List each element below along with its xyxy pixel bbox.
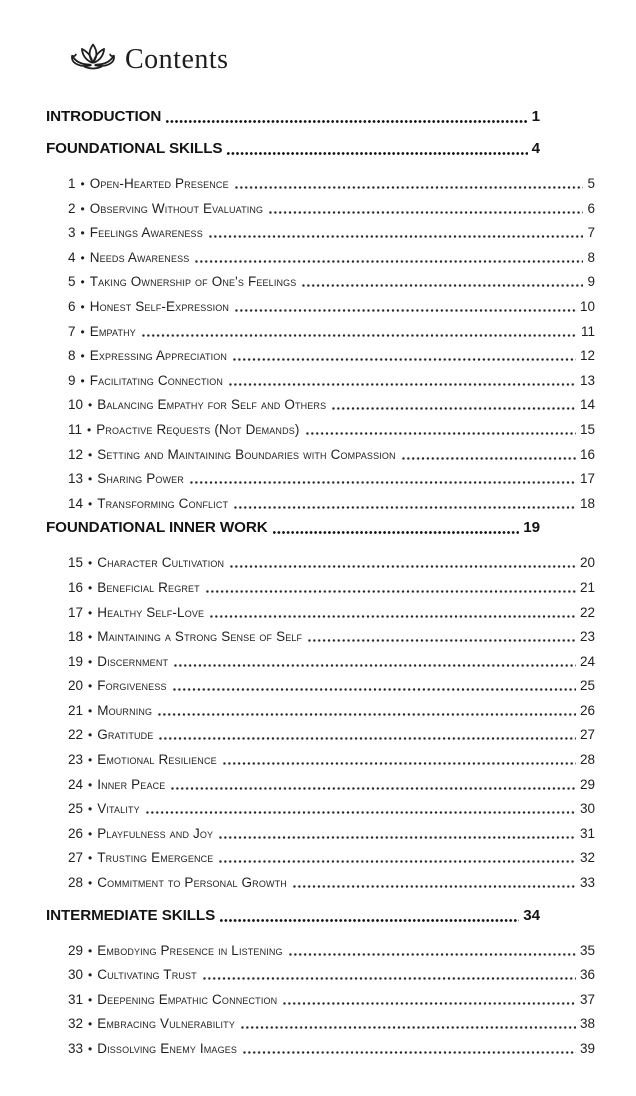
bullet-separator: • [88, 472, 93, 487]
toc-entry-page-number: 21 [579, 579, 595, 595]
toc-entry-number: 27 [68, 850, 84, 866]
toc-entry-label [68, 773, 165, 798]
toc-entry-title: Observing Without Evaluating [89, 200, 264, 216]
toc-entry-title: Character Cultivation [97, 555, 225, 571]
bullet-separator: • [88, 826, 93, 841]
bullet-separator: • [80, 201, 85, 216]
toc-entry-label [68, 1037, 237, 1062]
toc-entry-label [68, 576, 200, 601]
toc-entry-label [68, 393, 326, 418]
toc-entry-number: 7 [68, 323, 76, 339]
toc-entry [68, 1037, 595, 1062]
toc-section [46, 108, 595, 126]
toc-entry-title: Honest Self-Expression [89, 298, 230, 314]
toc-entry-page-number: 33 [579, 875, 595, 891]
toc-entry-label [68, 492, 228, 517]
toc-entry-label [68, 601, 204, 626]
toc-entry-label [68, 246, 189, 271]
toc-entry-number: 1 [68, 176, 76, 191]
toc-entry-label [68, 939, 283, 964]
toc-entry-title: Balancing Empathy for Self and Others [97, 397, 327, 413]
toc-entry-number: 26 [68, 825, 84, 841]
bullet-separator: • [88, 876, 93, 891]
toc-entry-label [68, 988, 277, 1013]
toc-entry-title: Embracing Vulnerability [97, 1016, 235, 1032]
toc-entry-label [68, 674, 167, 699]
toc-entry-number: 31 [68, 991, 84, 1007]
dot-leader [233, 492, 576, 517]
bullet-separator: • [88, 703, 93, 718]
toc-entry-number: 8 [68, 348, 76, 364]
toc-entry [68, 963, 595, 988]
toc-entry-number: 10 [68, 397, 84, 413]
toc-entry [68, 939, 595, 964]
toc-entry-page-number: 16 [579, 446, 595, 462]
dot-leader [292, 871, 576, 896]
toc-entry-page-number: 24 [579, 653, 595, 669]
dot-leader [234, 295, 576, 320]
toc-entry-page-number: 12 [579, 348, 595, 364]
toc-entry-label [68, 295, 229, 320]
bullet-separator: • [80, 349, 85, 364]
toc-entry [68, 723, 595, 748]
page-title: Contents [125, 44, 229, 75]
bullet-separator: • [88, 802, 93, 817]
toc-entry [68, 369, 595, 394]
toc-entry-title: Sharing Power [97, 471, 184, 487]
toc-entry-page-number: 29 [579, 776, 595, 792]
toc-section [46, 907, 595, 1062]
toc-entry [68, 443, 595, 468]
dot-leader [307, 625, 576, 650]
dot-leader [165, 108, 527, 126]
bullet-separator: • [88, 654, 93, 669]
toc-entry [68, 246, 595, 271]
dot-leader [173, 650, 576, 675]
toc-entry [68, 551, 595, 576]
toc-section-title: FOUNDATIONAL SKILLS [46, 140, 223, 157]
toc-entry [68, 988, 595, 1013]
toc-entry-label [68, 723, 153, 748]
contents-header [70, 40, 229, 80]
bullet-separator: • [88, 1017, 93, 1032]
toc-entry-page-number: 20 [579, 555, 595, 571]
toc-entry-page-number: 37 [579, 991, 595, 1007]
toc-entry [68, 846, 595, 871]
toc-entry [68, 822, 595, 847]
toc-entry-number: 4 [68, 249, 76, 265]
bullet-separator: • [80, 324, 85, 339]
toc-entry-title: Transforming Conflict [97, 495, 229, 511]
dot-leader [226, 140, 527, 158]
dot-leader [234, 172, 584, 197]
bullet-separator: • [87, 422, 92, 437]
toc-entry-number: 12 [68, 446, 84, 462]
toc-entry-title: Taking Ownership of One's Feelings [89, 274, 297, 290]
toc-entry-page-number: 6 [587, 200, 595, 216]
table-of-contents [46, 100, 595, 1062]
toc-section-title: INTRODUCTION [46, 108, 162, 125]
toc-section-page-number: 1 [531, 108, 540, 125]
bullet-separator: • [88, 728, 93, 743]
dot-leader [145, 797, 576, 822]
toc-entry-title: Cultivating Trust [97, 967, 197, 983]
toc-entry-label [68, 418, 300, 443]
toc-entry-number: 22 [68, 727, 84, 743]
toc-entry-number: 29 [68, 942, 84, 958]
toc-entry [68, 674, 595, 699]
dot-leader [208, 221, 584, 246]
toc-section-title: INTERMEDIATE SKILLS [46, 906, 216, 924]
toc-entry-number: 19 [68, 653, 84, 669]
toc-entry-number: 23 [68, 752, 84, 768]
dot-leader [205, 576, 576, 601]
bullet-separator: • [80, 299, 85, 314]
toc-entry-title: Maintaining a Strong Sense of Self [97, 629, 303, 645]
dot-leader [288, 939, 576, 964]
dot-leader [218, 822, 576, 847]
toc-entry-number: 15 [68, 555, 84, 571]
toc-entry-number: 16 [68, 579, 84, 595]
toc-entry-number: 5 [68, 274, 76, 290]
dot-leader [157, 699, 576, 724]
toc-entry-title: Setting and Maintaining Boundaries with Compassion [97, 446, 396, 462]
toc-entry [68, 221, 595, 246]
toc-entry-number: 6 [68, 298, 76, 314]
toc-entry-page-number: 11 [580, 323, 595, 339]
dot-leader [222, 748, 576, 773]
toc-entry-page-number: 30 [579, 801, 595, 817]
toc-entry-label [68, 650, 168, 675]
toc-entry-label [68, 748, 217, 773]
toc-entry-label [68, 221, 203, 246]
toc-entry [68, 601, 595, 626]
dot-leader [141, 320, 577, 345]
toc-entry-title: Forgiveness [97, 678, 167, 694]
dot-leader [268, 197, 583, 222]
toc-section-heading [46, 140, 540, 158]
toc-entry-page-number: 26 [579, 702, 595, 718]
toc-entry-title: Playfulness and Joy [97, 825, 214, 841]
bullet-separator: • [88, 556, 93, 571]
dot-leader [219, 907, 519, 925]
toc-entry-page-number: 38 [579, 1016, 595, 1032]
toc-entry-label [68, 1012, 235, 1037]
toc-entry-page-number: 39 [579, 1041, 595, 1056]
toc-entry-title: Trusting Emergence [97, 850, 214, 866]
bullet-separator: • [88, 753, 93, 768]
toc-entry-label [68, 797, 140, 822]
toc-entry-number: 9 [68, 372, 76, 388]
toc-entry [68, 393, 595, 418]
toc-entry-title: Gratitude [97, 727, 154, 743]
toc-entry-number: 3 [68, 225, 76, 241]
toc-entry-title: Beneficial Regret [97, 579, 200, 595]
bullet-separator: • [88, 605, 93, 620]
toc-section [46, 519, 595, 895]
dot-leader [305, 418, 576, 443]
toc-entry-list [68, 172, 595, 516]
toc-entry-page-number: 7 [587, 225, 595, 241]
toc-entry [68, 625, 595, 650]
toc-entry-number: 14 [68, 495, 84, 511]
toc-entry [68, 773, 595, 798]
toc-entry-label [68, 871, 287, 896]
toc-section-title: FOUNDATIONAL INNER WORK [46, 519, 268, 537]
toc-entry-page-number: 36 [579, 967, 595, 983]
bullet-separator: • [88, 1042, 93, 1056]
toc-entry-title: Proactive Requests (Not Demands) [96, 421, 300, 437]
toc-entry [68, 172, 595, 197]
toc-entry-label [68, 963, 197, 988]
toc-entry-label [68, 320, 136, 345]
toc-entry-page-number: 35 [579, 942, 595, 958]
toc-entry-title: Open-Hearted Presence [89, 176, 229, 191]
toc-entry-label [68, 846, 213, 871]
bullet-separator: • [88, 968, 93, 983]
toc-section [46, 140, 595, 516]
toc-entry-title: Vitality [97, 801, 140, 817]
toc-entry-title: Feelings Awareness [89, 225, 203, 241]
toc-entry-label [68, 172, 229, 197]
toc-entry-number: 25 [68, 801, 84, 817]
toc-entry-page-number: 13 [579, 372, 595, 388]
toc-entry-page-number: 23 [579, 629, 595, 645]
toc-section-page-number: 19 [523, 519, 540, 537]
toc-entry [68, 797, 595, 822]
dot-leader [229, 551, 576, 576]
dot-leader [228, 369, 576, 394]
toc-entry-page-number: 25 [579, 678, 595, 694]
toc-entry-number: 33 [68, 1041, 84, 1056]
toc-entry-page-number: 8 [587, 249, 595, 265]
toc-entry [68, 418, 595, 443]
toc-section-page-number: 34 [523, 906, 540, 924]
dot-leader [189, 467, 576, 492]
toc-section-heading [46, 907, 540, 925]
toc-entry [68, 871, 595, 896]
bullet-separator: • [88, 777, 93, 792]
toc-entry [68, 650, 595, 675]
toc-entry [68, 197, 595, 222]
toc-entry-label [68, 822, 213, 847]
toc-entry [68, 320, 595, 345]
toc-entry-page-number: 14 [579, 397, 595, 413]
toc-entry-label [68, 467, 184, 492]
dot-leader [240, 1012, 576, 1037]
toc-entry-title: Embodying Presence in Listening [97, 942, 283, 958]
toc-entry-title: Mourning [97, 702, 153, 718]
toc-entry-title: Inner Peace [97, 776, 166, 792]
dot-leader [272, 519, 520, 537]
toc-entry [68, 344, 595, 369]
toc-entry [68, 1012, 595, 1037]
toc-entry-label [68, 443, 396, 468]
toc-entry-title: Deepening Empathic Connection [97, 991, 278, 1007]
toc-entry-page-number: 17 [579, 471, 595, 487]
toc-entry-number: 20 [68, 678, 84, 694]
dot-leader [170, 773, 576, 798]
dot-leader [209, 601, 576, 626]
bullet-separator: • [88, 447, 93, 462]
bullet-separator: • [88, 992, 93, 1007]
toc-entry [68, 699, 595, 724]
lotus-icon [70, 40, 116, 80]
toc-entry-title: Dissolving Enemy Images [97, 1041, 238, 1056]
toc-entry-label [68, 625, 302, 650]
bullet-separator: • [80, 275, 85, 290]
dot-leader [172, 674, 576, 699]
toc-entry-number: 21 [68, 702, 84, 718]
toc-entry-list [68, 551, 595, 895]
toc-entry-page-number: 9 [587, 274, 595, 290]
toc-entry [68, 467, 595, 492]
toc-entry-page-number: 22 [579, 604, 595, 620]
toc-entry-page-number: 28 [579, 752, 595, 768]
toc-entry [68, 270, 595, 295]
toc-entry-label [68, 369, 223, 394]
bullet-separator: • [88, 851, 93, 866]
toc-entry-list [68, 939, 595, 1062]
toc-entry-label [68, 197, 263, 222]
toc-entry-label [68, 270, 296, 295]
toc-entry-title: Emotional Resilience [97, 752, 217, 768]
bullet-separator: • [88, 496, 93, 511]
dot-leader [242, 1037, 576, 1062]
toc-entry-title: Expressing Appreciation [89, 348, 228, 364]
toc-entry-title: Commitment to Personal Growth [97, 875, 287, 891]
toc-entry-label [68, 344, 227, 369]
toc-entry-page-number: 27 [579, 727, 595, 743]
toc-entry [68, 576, 595, 601]
toc-entry-title: Empathy [89, 323, 136, 339]
toc-entry-page-number: 18 [579, 495, 595, 511]
dot-leader [282, 988, 576, 1013]
toc-entry-number: 13 [68, 471, 84, 487]
bullet-separator: • [88, 398, 93, 413]
bullet-separator: • [80, 177, 85, 191]
toc-entry-number: 28 [68, 875, 84, 891]
bullet-separator: • [80, 250, 85, 265]
dot-leader [401, 443, 576, 468]
toc-section-heading [46, 108, 540, 126]
toc-entry-number: 2 [68, 200, 76, 216]
toc-section-heading [46, 519, 540, 537]
dot-leader [218, 846, 576, 871]
toc-entry-number: 32 [68, 1016, 84, 1032]
bullet-separator: • [88, 679, 93, 694]
toc-entry-title: Facilitating Connection [89, 372, 224, 388]
toc-entry [68, 295, 595, 320]
toc-entry-number: 24 [68, 776, 84, 792]
bullet-separator: • [88, 580, 93, 595]
dot-leader [331, 393, 576, 418]
toc-section-page-number: 4 [531, 140, 540, 157]
toc-entry-label [68, 551, 224, 576]
toc-entry-page-number: 15 [579, 421, 595, 437]
dot-leader [232, 344, 576, 369]
toc-entry-number: 18 [68, 629, 84, 645]
bullet-separator: • [88, 630, 93, 645]
dot-leader [158, 723, 576, 748]
toc-entry-number: 30 [68, 967, 84, 983]
toc-entry-title: Discernment [97, 653, 169, 669]
dot-leader [301, 270, 583, 295]
bullet-separator: • [80, 226, 85, 241]
toc-entry-page-number: 5 [587, 176, 595, 191]
bullet-separator: • [88, 943, 93, 958]
toc-entry-page-number: 10 [579, 298, 595, 314]
toc-entry-number: 11 [68, 421, 83, 437]
toc-entry-title: Healthy Self-Love [97, 604, 205, 620]
toc-entry [68, 492, 595, 517]
toc-entry-page-number: 31 [579, 825, 595, 841]
toc-entry-page-number: 32 [579, 850, 595, 866]
toc-entry-number: 17 [68, 604, 84, 620]
toc-entry [68, 748, 595, 773]
dot-leader [194, 246, 583, 271]
dot-leader [202, 963, 576, 988]
bullet-separator: • [80, 373, 85, 388]
toc-entry-label [68, 699, 152, 724]
toc-entry-title: Needs Awareness [89, 249, 190, 265]
